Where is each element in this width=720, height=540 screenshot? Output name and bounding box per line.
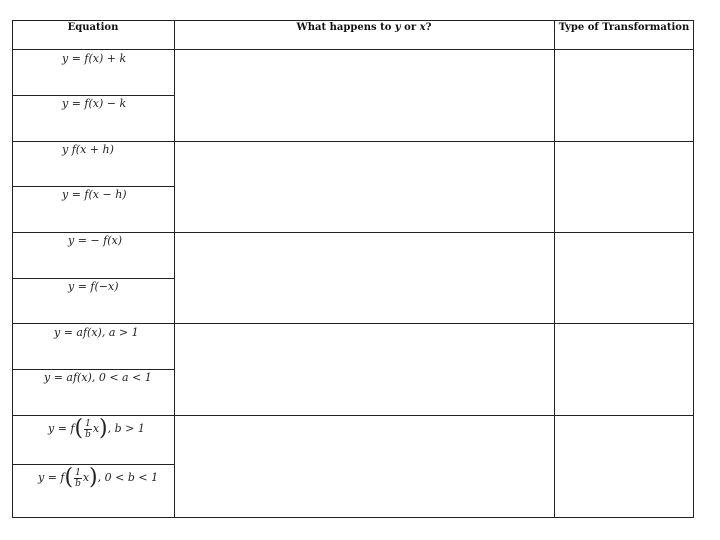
row-divider-3 [12, 278, 174, 279]
header-equation-label: Equation [67, 22, 119, 33]
header-divider [12, 49, 694, 50]
equation-shift-right: y = f(x − h) [62, 188, 127, 201]
fraction-eq-2-cond: , 0 < b < 1 [97, 471, 159, 484]
what-happens-cell-2[interactable] [176, 143, 553, 231]
equation-shift-left: y f(x + h) [62, 143, 114, 156]
group-divider-4 [12, 415, 694, 416]
type-cell-2[interactable] [556, 143, 693, 231]
fraction-1 [84, 419, 92, 440]
header-type-label: Type of Transformation [558, 22, 690, 33]
fraction-2 [74, 468, 82, 489]
equation-shift-up: y = f(x) + k [62, 52, 127, 65]
header-type [554, 22, 694, 36]
open-paren-icon: ( [74, 416, 84, 441]
header-equation [12, 22, 174, 36]
group-divider-2 [12, 232, 694, 233]
row-divider-1 [12, 95, 174, 96]
fraction-2-denominator: b [75, 478, 81, 489]
fraction-eq-2-lead: y = f [38, 471, 65, 484]
group-divider-3 [12, 323, 694, 324]
column-divider-2 [554, 20, 555, 518]
group-divider-1 [12, 141, 694, 142]
what-happens-cell-5[interactable] [176, 417, 553, 516]
fraction-1-numerator: 1 [85, 418, 91, 429]
close-paren-icon: ) [89, 465, 98, 490]
fraction-eq-2-var: x [82, 471, 90, 484]
what-happens-cell-4[interactable] [176, 325, 553, 414]
row-divider-4 [12, 369, 174, 370]
close-paren-icon: ) [99, 416, 108, 441]
type-cell-3[interactable] [556, 234, 693, 322]
equation-vertical-stretch: y = af(x), a > 1 [54, 326, 139, 339]
equation-vertical-compress: y = af(x), 0 < a < 1 [44, 371, 152, 384]
equation-horizontal-compress [48, 418, 145, 440]
header-what-happens [174, 22, 554, 36]
equation-reflect-x-axis: y = − f(x) [68, 234, 122, 247]
what-happens-cell-1[interactable] [176, 51, 553, 140]
type-cell-4[interactable] [556, 325, 693, 414]
type-cell-1[interactable] [556, 51, 693, 140]
fraction-eq-1-var: x [92, 422, 100, 435]
open-paren-icon: ( [64, 465, 74, 490]
equation-horizontal-stretch [38, 467, 158, 489]
row-divider-2 [12, 186, 174, 187]
header-what-suffix: ? [425, 22, 432, 33]
header-what-y: y [394, 22, 401, 33]
header-what-or: or [400, 22, 420, 33]
type-cell-5[interactable] [556, 417, 693, 516]
fraction-eq-1-cond: , b > 1 [107, 422, 145, 435]
header-what-prefix: What happens to [296, 22, 395, 33]
fraction-1-denominator: b [85, 429, 91, 440]
equation-shift-down: y = f(x) − k [62, 97, 127, 110]
column-divider-1 [174, 20, 175, 518]
equation-reflect-y-axis: y = f(−x) [68, 280, 119, 293]
what-happens-cell-3[interactable] [176, 234, 553, 322]
header-what-x: x [419, 22, 426, 33]
fraction-2-numerator: 1 [75, 467, 81, 478]
fraction-eq-1-lead: y = f [48, 422, 75, 435]
